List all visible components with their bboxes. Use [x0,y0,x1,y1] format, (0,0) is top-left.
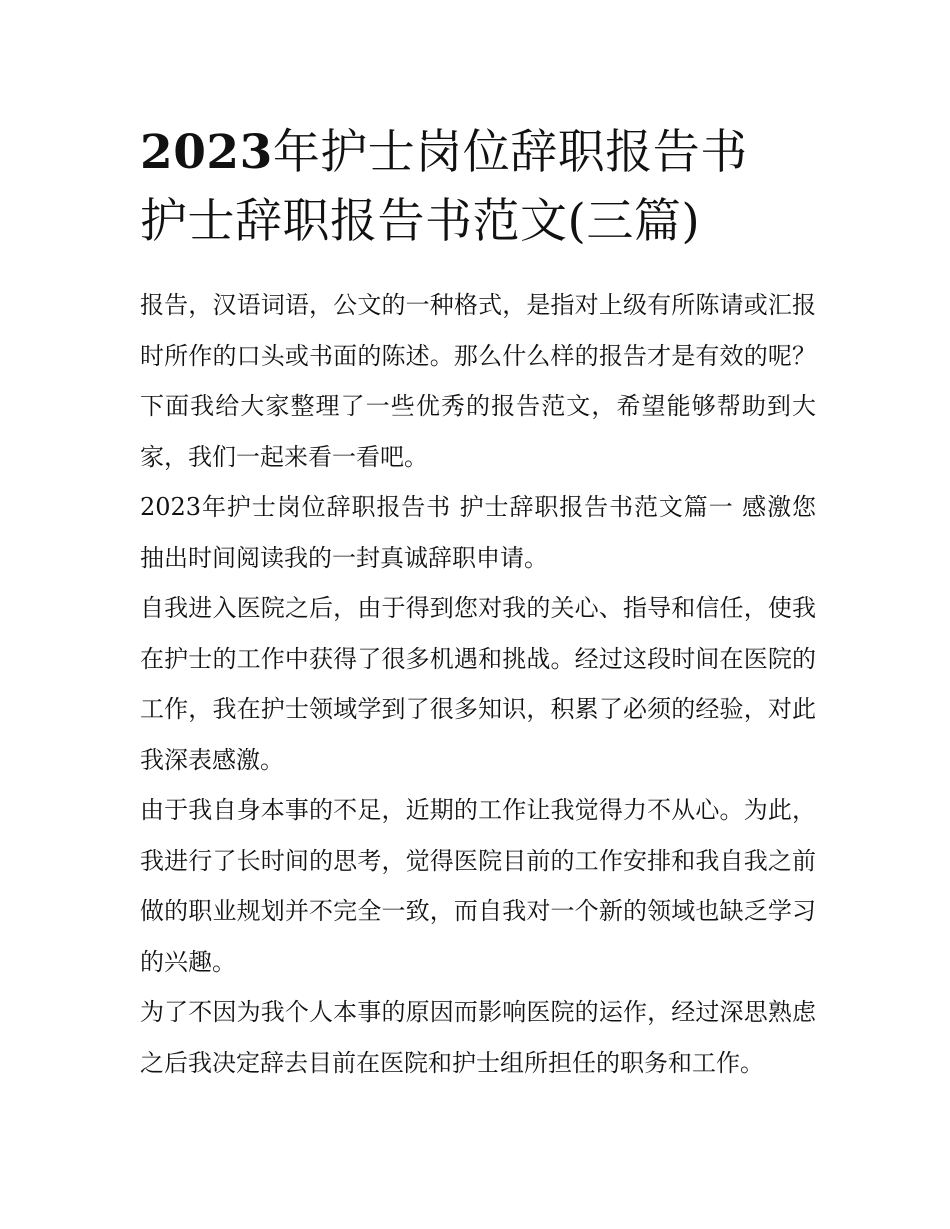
paragraph-gratitude: 自我进入医院之后，由于得到您对我的关心、指导和信任，使我在护士的工作中获得了很多机遇和挑战。经过这段时间在医院的工作，我在护士领域学到了很多知识，积累了必须的经验，对此我深表感激。 [140,594,816,774]
title-year: 2023 [140,125,273,180]
paragraph-intro: 报告，汉语词语，公文的一种格式，是指对上级有所陈请或汇报时所作的口头或书面的陈述。那么什么样的报告才是有效的呢？下面我给大家整理了一些优秀的报告范文，希望能够帮助到大家，我们一起来看一看吧。 [140,291,816,471]
document-body [140,280,816,1088]
document-title [140,118,820,256]
title-line-1 [140,118,820,187]
title-line-2: 护士辞职报告书范文(三篇) [140,194,701,249]
paragraph-heading-one: 2023年护士岗位辞职报告书 护士辞职报告书范文篇一 感激您抽出时间阅读我的一封真诚辞职申请。 [140,493,816,572]
title-line-1-text: 年护士岗位辞职报告书 [272,125,748,180]
paragraph-reason: 由于我自身本事的不足，近期的工作让我觉得力不从心。为此，我进行了长时间的思考，觉得医院目前的工作安排和我自我之前做的职业规划并不完全一致，而自我对一个新的领域也缺乏学习的兴趣。 [140,796,816,976]
paragraph-decision: 为了不因为我个人本事的原因而影响医院的运作，经过深思熟虑之后我决定辞去目前在医院和护士组所担任的职务和工作。 [140,998,816,1077]
